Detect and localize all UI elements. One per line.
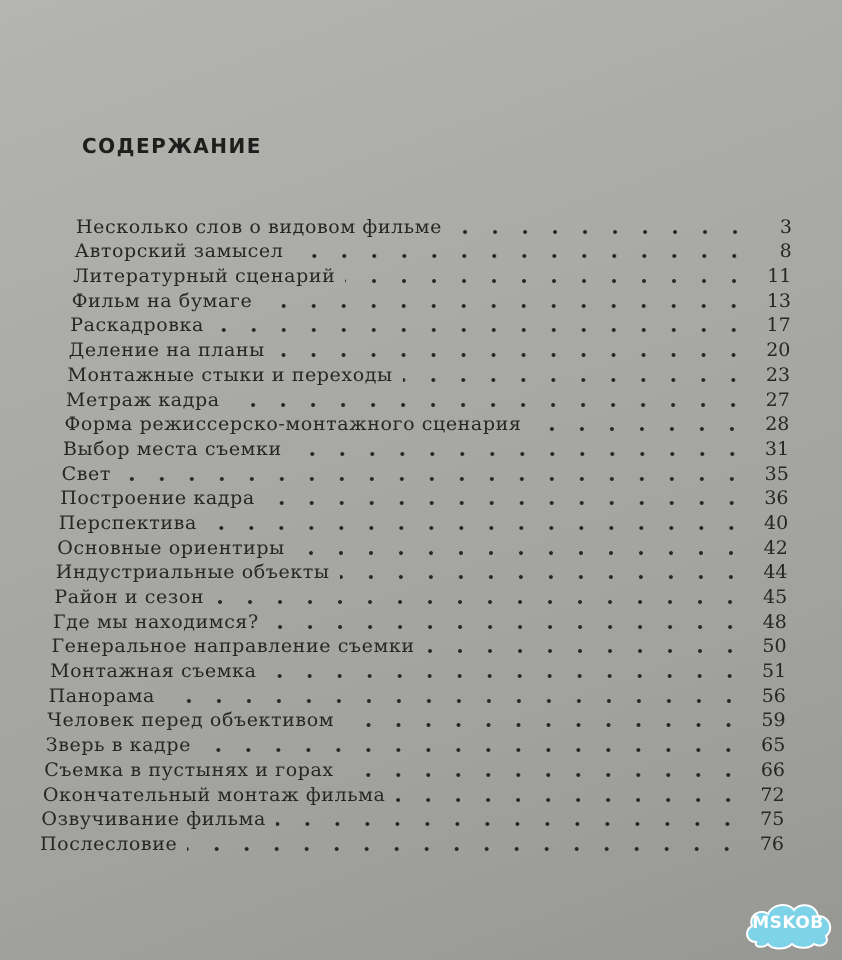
toc-entry — [0, 707, 842, 732]
toc-entry-page-number: 42 — [763, 536, 788, 559]
toc-entry-page-number: 27 — [765, 388, 790, 411]
toc-entry-page-number: 75 — [760, 808, 785, 831]
dot-leader — [267, 673, 745, 679]
toc-entry-title: Район и сезон — [54, 586, 205, 608]
dot-leader — [121, 476, 747, 482]
toc-entry — [0, 559, 842, 584]
toc-entry-title: Фильм на бумаге — [71, 289, 253, 312]
dot-leader — [187, 846, 742, 852]
toc-entry — [0, 287, 842, 312]
dot-leader — [452, 229, 750, 235]
toc-entry-page-number: 66 — [760, 758, 785, 781]
toc-entry — [0, 657, 842, 682]
toc-entry-title: Основные ориентиры — [57, 536, 285, 559]
dot-leader — [201, 747, 743, 753]
toc-entry-title: Где мы находимся? — [53, 610, 259, 633]
dot-leader — [265, 500, 747, 506]
toc-entry — [0, 213, 842, 238]
toc-entry-page-number: 35 — [764, 462, 789, 485]
toc-entry-title: Форма режиссерско-монтажного сценария — [64, 413, 522, 436]
toc-entry-page-number: 28 — [765, 413, 790, 436]
watermark-text: MSKOB — [752, 913, 824, 933]
toc-entry-page-number: 31 — [764, 437, 790, 460]
toc-entry-title: Зверь в кадре — [45, 734, 191, 757]
toc-entry-title: Авторский замысел — [74, 240, 284, 263]
toc-entry-page-number: 50 — [762, 635, 787, 658]
toc-entry — [0, 361, 842, 386]
dot-leader — [396, 797, 743, 803]
dot-leader — [293, 253, 749, 259]
toc-entry — [0, 756, 842, 781]
toc-entry-page-number: 3 — [779, 215, 792, 238]
toc-entry-page-number: 36 — [764, 487, 789, 510]
toc-entry-page-number: 51 — [762, 660, 787, 683]
table-of-contents — [0, 213, 842, 855]
toc-entry-title: Перспектива — [58, 511, 197, 534]
dot-leader — [344, 772, 743, 778]
toc-entry-title: Выбор места съемки — [63, 437, 282, 460]
toc-entry — [0, 411, 842, 436]
toc-entry-page-number: 45 — [763, 586, 788, 608]
dot-leader — [214, 599, 745, 605]
dot-leader — [295, 550, 746, 556]
toc-entry-page-number: 40 — [764, 511, 789, 534]
toc-entry-title: Съемка в пустынях и горах — [44, 758, 334, 781]
toc-entry-title: Метраж кадра — [65, 388, 220, 411]
toc-entry — [0, 731, 842, 756]
toc-entry — [0, 830, 842, 855]
toc-entry-page-number: 72 — [760, 783, 785, 806]
toc-entry — [0, 583, 842, 608]
dot-leader — [425, 648, 745, 654]
toc-entry-title: Индустриальные объекты — [55, 561, 330, 584]
toc-entry — [0, 336, 842, 361]
dot-leader — [214, 327, 749, 333]
toc-entry-title: Литературный сценарий — [73, 265, 336, 288]
dot-leader — [345, 278, 749, 284]
toc-entry-title: Человек перед объективом — [47, 709, 335, 732]
toc-entry — [0, 608, 842, 633]
toc-entry-title: Панорама — [48, 684, 155, 707]
dot-leader — [340, 574, 746, 580]
toc-entry-page-number: 56 — [761, 684, 786, 707]
toc-entry-title: Несколько слов о видовом фильме — [76, 215, 442, 238]
toc-entry — [0, 806, 842, 831]
toc-entry-page-number: 17 — [766, 314, 791, 337]
dot-leader — [262, 303, 749, 309]
dot-leader — [531, 426, 747, 432]
toc-entry — [0, 682, 842, 707]
dot-leader — [230, 402, 748, 408]
toc-entry-title: Послесловие — [40, 832, 178, 855]
toc-entry-title: Построение кадра — [60, 487, 255, 510]
contents-heading: СОДЕРЖАНИЕ — [82, 134, 262, 158]
toc-entry — [0, 435, 842, 460]
watermark-badge — [742, 898, 834, 950]
toc-entry-title: Свет — [61, 462, 111, 485]
dot-leader — [344, 722, 744, 728]
dot-leader — [269, 624, 745, 630]
dot-leader — [275, 352, 749, 358]
dot-leader — [403, 377, 748, 383]
toc-entry — [0, 509, 842, 534]
toc-entry-page-number: 65 — [761, 734, 786, 757]
toc-entry-page-number: 48 — [762, 610, 787, 633]
toc-entry-page-number: 59 — [761, 709, 786, 732]
dot-leader — [207, 525, 746, 531]
toc-entry-page-number: 8 — [779, 240, 792, 263]
toc-entry — [0, 781, 842, 806]
toc-entry-page-number: 11 — [767, 265, 792, 288]
dot-leader — [165, 698, 744, 704]
toc-entry — [0, 485, 842, 510]
dot-leader — [292, 451, 747, 457]
toc-entry — [0, 262, 842, 287]
toc-entry-page-number: 23 — [765, 363, 791, 386]
toc-entry-page-number: 76 — [759, 832, 784, 855]
toc-entry-page-number: 13 — [766, 289, 791, 312]
toc-entry — [0, 312, 842, 337]
toc-entry-page-number: 44 — [763, 561, 788, 584]
toc-entry-title: Деление на планы — [68, 339, 265, 362]
toc-entry-title: Окончательный монтаж фильма — [42, 783, 386, 806]
toc-entry — [0, 386, 842, 411]
toc-entry — [0, 238, 842, 263]
toc-entry — [0, 633, 842, 658]
toc-entry-title: Озвучивание фильма — [41, 808, 266, 831]
dot-leader — [276, 821, 742, 827]
toc-entry-title: Монтажная съемка — [50, 660, 257, 683]
toc-entry-page-number: 20 — [766, 339, 791, 362]
toc-entry — [0, 534, 842, 559]
toc-entry-title: Раскадровка — [70, 314, 204, 337]
toc-entry — [0, 460, 842, 485]
toc-entry-title: Монтажные стыки и переходы — [67, 363, 393, 386]
toc-entry-title: Генеральное направление съемки — [51, 635, 415, 658]
